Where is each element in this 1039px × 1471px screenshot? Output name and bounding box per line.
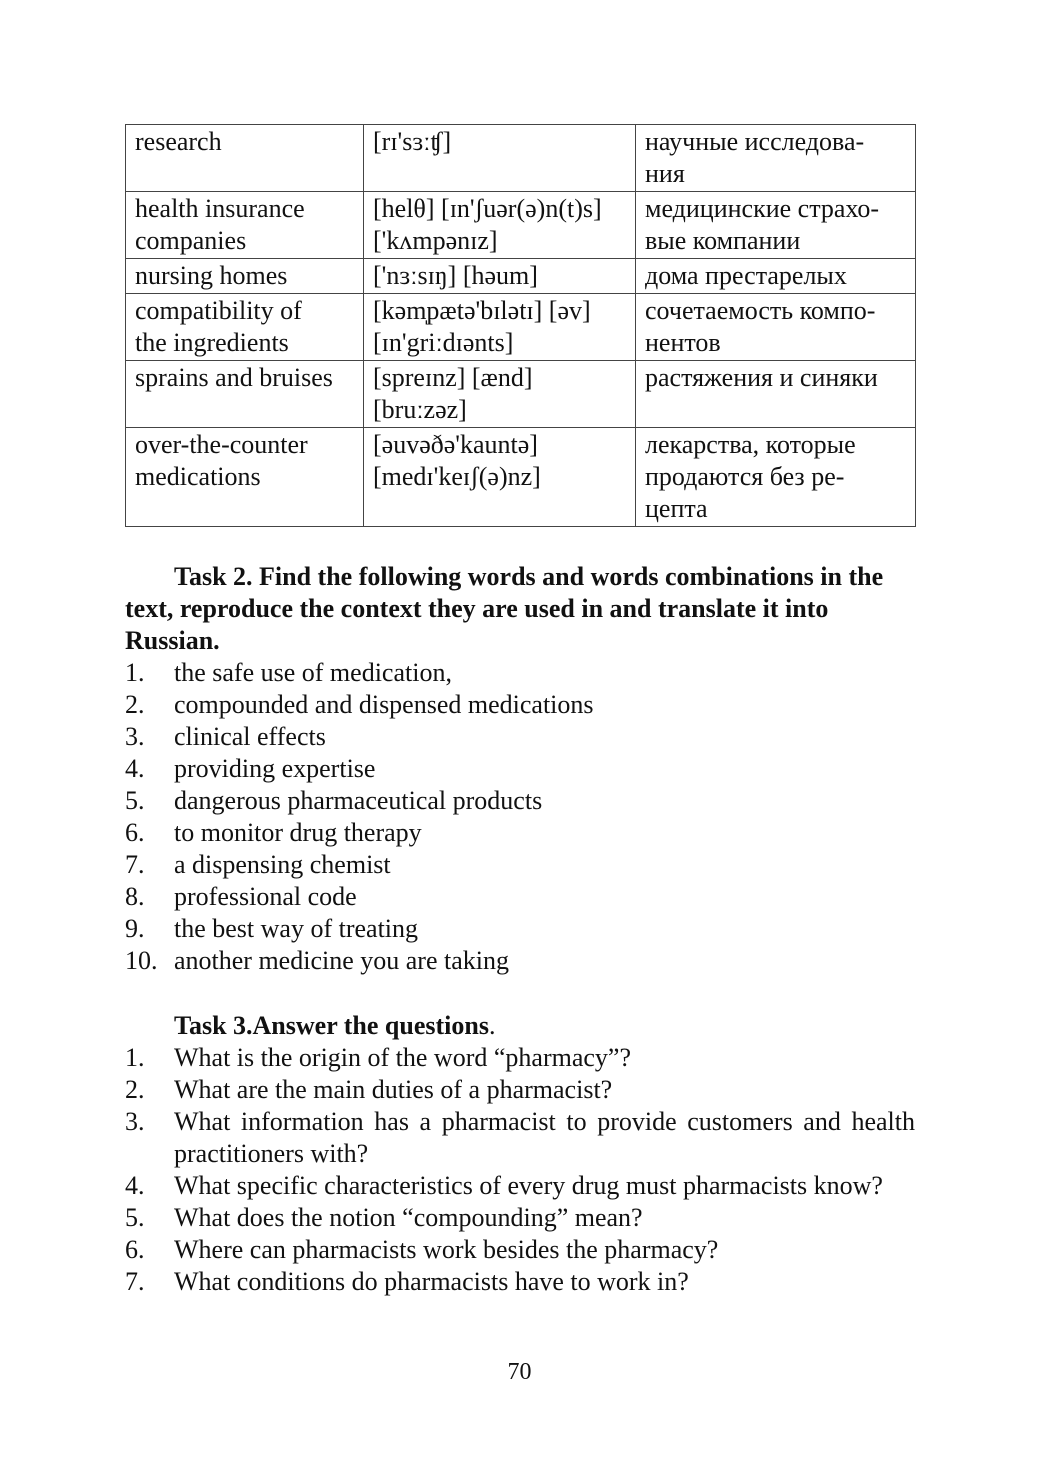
page-content [125,124,915,1298]
item-text: What are the main duties of a pharmacist? [174,1075,613,1104]
item-text: compounded and dispensed medications [174,690,594,719]
term-cell: nursing homes [126,259,364,294]
transcription-cell: [əuvəðə'kauntə] [medɪ'keɪʃ(ə)nz] [364,428,636,527]
item-text: the safe use of medication, [174,658,452,687]
item-number: 7. [125,850,145,879]
task2-list-item [125,849,915,881]
term-cell: over-the-counter medications [126,428,364,527]
translation-cell: научные исследова- ния [636,125,916,192]
task2-list-item [125,785,915,817]
task3-list-item [125,1202,915,1234]
item-text: to monitor drug therapy [174,818,422,847]
task3-list-item [125,1234,915,1266]
item-number: 4. [125,1171,145,1200]
task2-heading: Task 2. Find the following words and words combinations in the text, reproduce the context they are used in and translate it into Russian. [125,562,884,655]
task2-list-item [125,753,915,785]
item-text: dangerous pharmaceutical products [174,786,543,815]
item-number: 3. [125,722,145,751]
item-text: the best way of treating [174,914,419,943]
term-cell: health insurance companies [126,192,364,259]
task2-list-item [125,657,915,689]
item-number: 3. [125,1107,145,1136]
item-number: 2. [125,690,145,719]
translation-cell: медицинские страхо- вые компании [636,192,916,259]
transcription-cell: [helθ] [ɪn'ʃuər(ə)n(t)s] ['kʌmpənɪz] [364,192,636,259]
item-number: 9. [125,914,145,943]
item-number: 1. [125,1043,145,1072]
item-text: professional code [174,882,357,911]
transcription-cell: [spreɪnz] [ænd] [bruːzəz] [364,361,636,428]
translation-cell: растяжения и синяки [636,361,916,428]
item-text: What does the notion “compounding” mean? [174,1203,643,1232]
task3-list-item [125,1106,915,1170]
vocabulary-table [125,124,916,527]
task2-list-item [125,913,915,945]
item-number: 5. [125,786,145,815]
transcription-cell: ['nɜːsɪŋ] [həum] [364,259,636,294]
term-cell: sprains and bruises [126,361,364,428]
transcription-cell: [rɪ'sɜːʧ] [364,125,636,192]
term-cell: research [126,125,364,192]
item-text: What is the origin of the word “pharmacy”? [174,1043,631,1072]
task3-list-item [125,1074,915,1106]
table-row [126,125,916,192]
task3-heading [125,1010,915,1042]
table-row [126,428,916,527]
item-number: 10. [125,946,158,975]
task2-list-item [125,817,915,849]
translation-cell: сочетаемость компо- нентов [636,294,916,361]
task2-list-item [125,721,915,753]
task3-list-item [125,1042,915,1074]
item-number: 8. [125,882,145,911]
item-number: 5. [125,1203,145,1232]
table-row [126,361,916,428]
task2-list [125,657,915,977]
item-number: 6. [125,1235,145,1264]
item-number: 6. [125,818,145,847]
translation-cell: дома престарелых [636,259,916,294]
task3-list-item [125,1266,915,1298]
task3-heading-text: Task 3.Answer the questions [174,1011,489,1040]
item-text: providing expertise [174,754,376,783]
item-text: another medicine you are taking [174,946,509,975]
task3-list [125,1042,915,1298]
translation-cell: лекарства, которые продаются без ре- цепта [636,428,916,527]
item-text: What conditions do pharmacists have to work in? [174,1267,689,1296]
page-number: 70 [507,1359,532,1385]
item-text: What information has a pharmacist to provide customers and health practitioners with? [174,1107,915,1168]
item-number: 4. [125,754,145,783]
table-row [126,192,916,259]
item-number: 7. [125,1267,145,1296]
vocabulary-table-body [126,125,916,527]
table-row [126,294,916,361]
item-text: What specific characteristics of every drug must pharmacists know? [174,1171,883,1200]
task2-list-item [125,689,915,721]
item-text: a dispensing chemist [174,850,391,879]
transcription-cell: [kəm̩pætə'bɪlətɪ] [əv] [ɪn'griːdɪənts] [364,294,636,361]
term-cell: compatibility of the ingredients [126,294,364,361]
item-text: clinical effects [174,722,326,751]
item-text: Where can pharmacists work besides the pharmacy? [174,1235,719,1264]
table-row [126,259,916,294]
task3-heading-suffix: . [488,1011,496,1040]
task3-list-item [125,1170,915,1202]
task2-list-item [125,881,915,913]
task2-list-item [125,945,915,977]
item-number: 1. [125,658,145,687]
item-number: 2. [125,1075,145,1104]
